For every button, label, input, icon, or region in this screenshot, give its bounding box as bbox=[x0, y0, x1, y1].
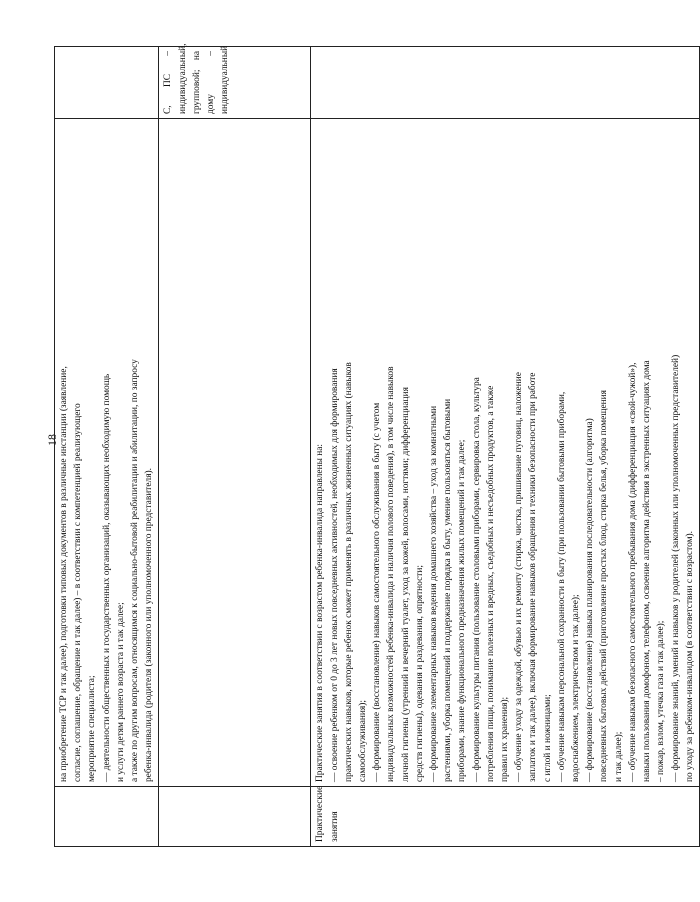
text-line: практических навыков, которые ребенок сможет применять в различных жизненных ситуациях (навыков bbox=[343, 362, 354, 782]
text-line: растениями, уборка помещений и поддержание порядка в быту, умение пользоваться бытовыми bbox=[443, 398, 454, 782]
row-label-cell: Практические занятия bbox=[311, 787, 699, 847]
text-line: — формирование знаний, умений и навыков у родителей (законных или уполномоченных представителей) bbox=[670, 354, 681, 782]
text-line: потребления пищи, понимание полезных и вредных, съедобных и несъедобных продуктов, а также bbox=[485, 385, 496, 782]
section-intro: Практические занятия в соответствии с возрастом ребенка-инвалида направлены на: bbox=[315, 443, 326, 782]
text-line: индивидуальных возможностей ребенка-инвалида и наличия полового поведения), в том числе навыков bbox=[386, 366, 397, 782]
text-line: и услуги детям раннего возраста и так далее; bbox=[115, 602, 126, 782]
text-line: заплаток и так далее), включая формирование навыков обращения и техники безопасности при работе bbox=[528, 372, 539, 782]
rotated-table-container bbox=[54, 43, 695, 847]
text-line: самообслуживания); bbox=[358, 700, 369, 782]
row-content-cell bbox=[311, 119, 699, 787]
text-line: — освоение ребенком от 0 до 3 лет новых повседневных активностей, необходимых для формирования bbox=[329, 368, 340, 782]
text-line: с иглой и ножницами; bbox=[542, 694, 553, 782]
text-line: правил их хранения); bbox=[500, 696, 511, 782]
text-line: — обучение уходу за одеждой, обувью и их ремонту (стирка, чистка, пришивание пуговиц, наложение bbox=[514, 372, 525, 782]
text-line: средств гигиены), одевания и раздевания, опрятности; bbox=[414, 565, 425, 782]
text-line: согласие, соглашение, обращение и так далее) – в соответствии с компетенцией реализующего bbox=[73, 403, 84, 782]
text-line: — формирование элементарных навыков ведения домашнего хозяйства – уход за комнатными bbox=[429, 405, 440, 782]
text-line: — обучение навыкам безопасного самостоятельного пребывания дома (дифференциация «свой-чужой»), bbox=[627, 362, 638, 782]
text-line: — формирование (восстановление) навыка планирования последовательности (алгоритма) bbox=[585, 418, 596, 782]
text-line: — деятельности общественных и государственных организаций, оказывающих необходимую помощь bbox=[101, 373, 112, 782]
row-note-cell bbox=[55, 47, 159, 119]
text-line: приборами, знание функционального предназначения жилых помещений и так далее; bbox=[457, 439, 468, 782]
table-row bbox=[159, 47, 311, 847]
row-content-cell bbox=[159, 119, 311, 787]
text-line: на приобретение ТСР и так далее), подготовки типовых документов в различные инстанции (заявление, bbox=[59, 366, 69, 782]
text-line: водоснабжением, электричеством и так далее); bbox=[571, 594, 582, 782]
table-row bbox=[55, 47, 159, 847]
text-line: повседневных бытовых действий (приготовление простых блюд, стирка белья, уборка помещения bbox=[599, 390, 610, 782]
row-label-cell bbox=[55, 787, 159, 847]
text-line: — обучение навыкам персональной сохранности в быту (при пользовании бытовыми приборами, bbox=[556, 391, 567, 782]
text-line: личной гигиены (утренний и вечерний туалет, уход за кожей, волосами, ногтями; дифференциация bbox=[400, 387, 411, 782]
table-row bbox=[311, 47, 699, 847]
page-number: 18 bbox=[45, 434, 59, 446]
text-line: — формирование культуры питания (пользование столовыми приборами, сервировка стола, культура bbox=[471, 377, 482, 782]
text-line: мероприятие специалиста; bbox=[87, 675, 98, 782]
text-line: навыки пользования домофоном, телефоном, освоение алгоритма действия в экстренных ситуациях дома bbox=[642, 360, 653, 782]
activities-table bbox=[54, 43, 700, 847]
text-line: ребенка-инвалида (родителя (законного или уполномоченного представителя). bbox=[144, 468, 155, 782]
text-line: — формирование (восстановление) навыков самостоятельного обслуживания в быту (с учетом bbox=[372, 402, 383, 782]
text-line: – пожар, взлом, утечка газа и так далее); bbox=[656, 620, 667, 782]
text-line: по уходу за ребенком-инвалидом (в соответствии с возрастом). bbox=[684, 531, 695, 782]
row-note-cell: С, ПС – индивидуальный, групповой; на дому – индивидуальный bbox=[159, 47, 311, 119]
row-label-cell bbox=[159, 787, 311, 847]
text-line: а также по другим вопросам, относящимся к социально-бытовой реабилитации и абилитации, по запросу bbox=[130, 359, 141, 782]
row-content-cell bbox=[55, 119, 159, 787]
row-note-cell bbox=[311, 47, 699, 119]
text-line: и так далее); bbox=[613, 731, 624, 782]
